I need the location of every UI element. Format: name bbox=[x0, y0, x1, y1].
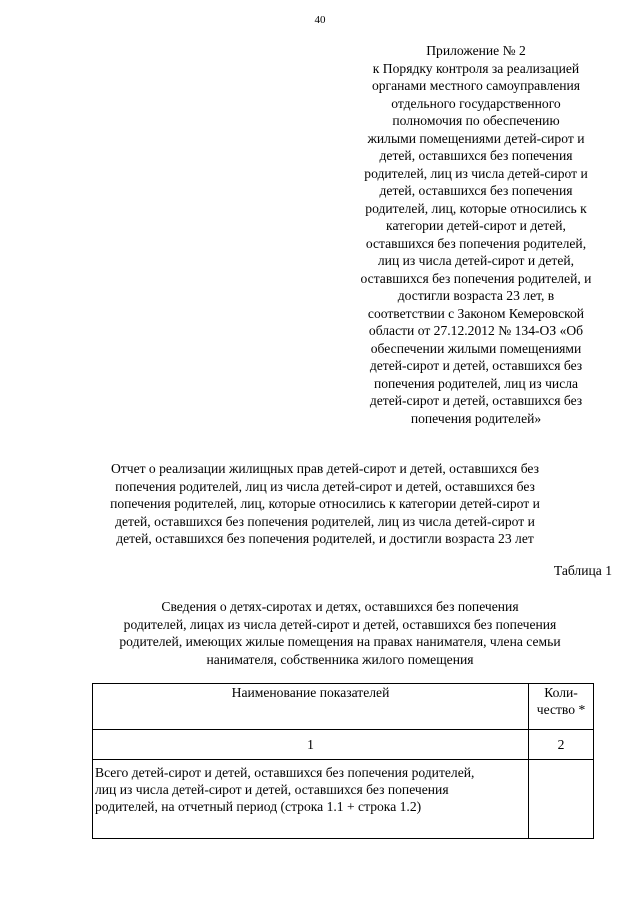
appendix-heading bbox=[330, 42, 622, 427]
column-number-1: 1 bbox=[93, 730, 529, 760]
appendix-line: родителей, лиц из числа детей-сирот и bbox=[364, 165, 588, 181]
table-caption-line: родителей, имеющих жилые помещения на правах нанимателя, члена семьи bbox=[119, 634, 561, 649]
header-quantity bbox=[529, 684, 594, 730]
appendix-line: оставшихся без попечения родителей, bbox=[365, 235, 587, 251]
indicator-name-line: лиц из числа детей-сирот и детей, оставшихся без попечения bbox=[95, 782, 449, 797]
report-title-line: Отчет о реализации жилищных прав детей-сирот и детей, оставшихся без bbox=[110, 461, 540, 476]
table-caption bbox=[60, 598, 620, 668]
appendix-line: отдельного государственного bbox=[391, 95, 561, 111]
appendix-line: категории детей-сирот и детей, bbox=[386, 218, 566, 233]
report-title-line: детей, оставшихся без попечения родителей, и достигли возраста 23 лет bbox=[116, 531, 534, 546]
page-number: 40 bbox=[314, 14, 326, 26]
header-quantity-line: Коли- bbox=[544, 685, 578, 700]
report-title bbox=[60, 460, 590, 548]
appendix-line: обеспечении жилыми помещениями bbox=[370, 340, 582, 356]
header-quantity-line: чество * bbox=[536, 702, 586, 717]
appendix-line: попечения родителей» bbox=[410, 410, 542, 426]
header-indicator-name: Наименование показателей bbox=[93, 684, 529, 730]
indicator-name-line: Всего детей-сирот и детей, оставшихся без попечения родителей, bbox=[95, 765, 475, 780]
appendix-line: области от 27.12.2012 № 134-ОЗ «Об bbox=[368, 323, 584, 338]
appendix-line: детей-сирот и детей, оставшихся без bbox=[369, 393, 583, 408]
table-row bbox=[93, 760, 594, 839]
quantity-value-cell bbox=[529, 760, 594, 839]
table-caption-line: родителей, лицах из числа детей-сирот и детей, оставшихся без попечения bbox=[123, 616, 557, 632]
indicators-table bbox=[92, 683, 594, 839]
appendix-line: лиц из числа детей-сирот и детей, bbox=[377, 253, 575, 268]
indicator-name-cell bbox=[93, 760, 529, 839]
indicator-name-text bbox=[93, 760, 528, 815]
appendix-line: соответствии с Законом Кемеровской bbox=[367, 305, 585, 321]
table-label: Таблица 1 bbox=[553, 563, 612, 578]
appendix-line: детей, оставшихся без попечения bbox=[379, 148, 573, 163]
appendix-line: достигли возраста 23 лет, в bbox=[397, 288, 555, 303]
appendix-line: органами местного самоуправления bbox=[371, 78, 581, 93]
appendix-line: детей-сирот и детей, оставшихся без bbox=[369, 358, 583, 373]
indicator-name-line: родителей, на отчетный период (строка 1.1 + строка 1.2) bbox=[95, 799, 422, 814]
table-header-row bbox=[93, 684, 594, 730]
table-caption-line: нанимателя, собственника жилого помещения bbox=[206, 651, 474, 667]
appendix-line: к Порядку контроля за реализацией bbox=[372, 60, 580, 76]
appendix-line: попечения родителей, лиц из числа bbox=[373, 375, 579, 391]
column-number-2: 2 bbox=[529, 730, 594, 760]
column-number-row bbox=[93, 730, 594, 760]
appendix-line: полномочия по обеспечению bbox=[392, 113, 560, 128]
table-caption-line: Сведения о детях-сиротах и детях, оставшихся без попечения bbox=[161, 599, 519, 614]
report-title-line: детей, оставшихся без попечения родителей, лиц из числа детей-сирот и bbox=[115, 513, 535, 529]
appendix-line: родителей, лиц, которые относились к bbox=[365, 200, 587, 216]
report-title-line: попечения родителей, лиц, которые относились к категории детей-сирот и bbox=[110, 496, 540, 511]
appendix-line: жилыми помещениями детей-сирот и bbox=[367, 130, 585, 146]
appendix-line: Приложение № 2 bbox=[426, 43, 526, 58]
appendix-line: детей, оставшихся без попечения bbox=[379, 183, 573, 198]
appendix-line: оставшихся без попечения родителей, и bbox=[360, 270, 592, 286]
report-title-line: попечения родителей, лиц из числа детей-сирот и детей, оставшихся без bbox=[115, 478, 535, 494]
